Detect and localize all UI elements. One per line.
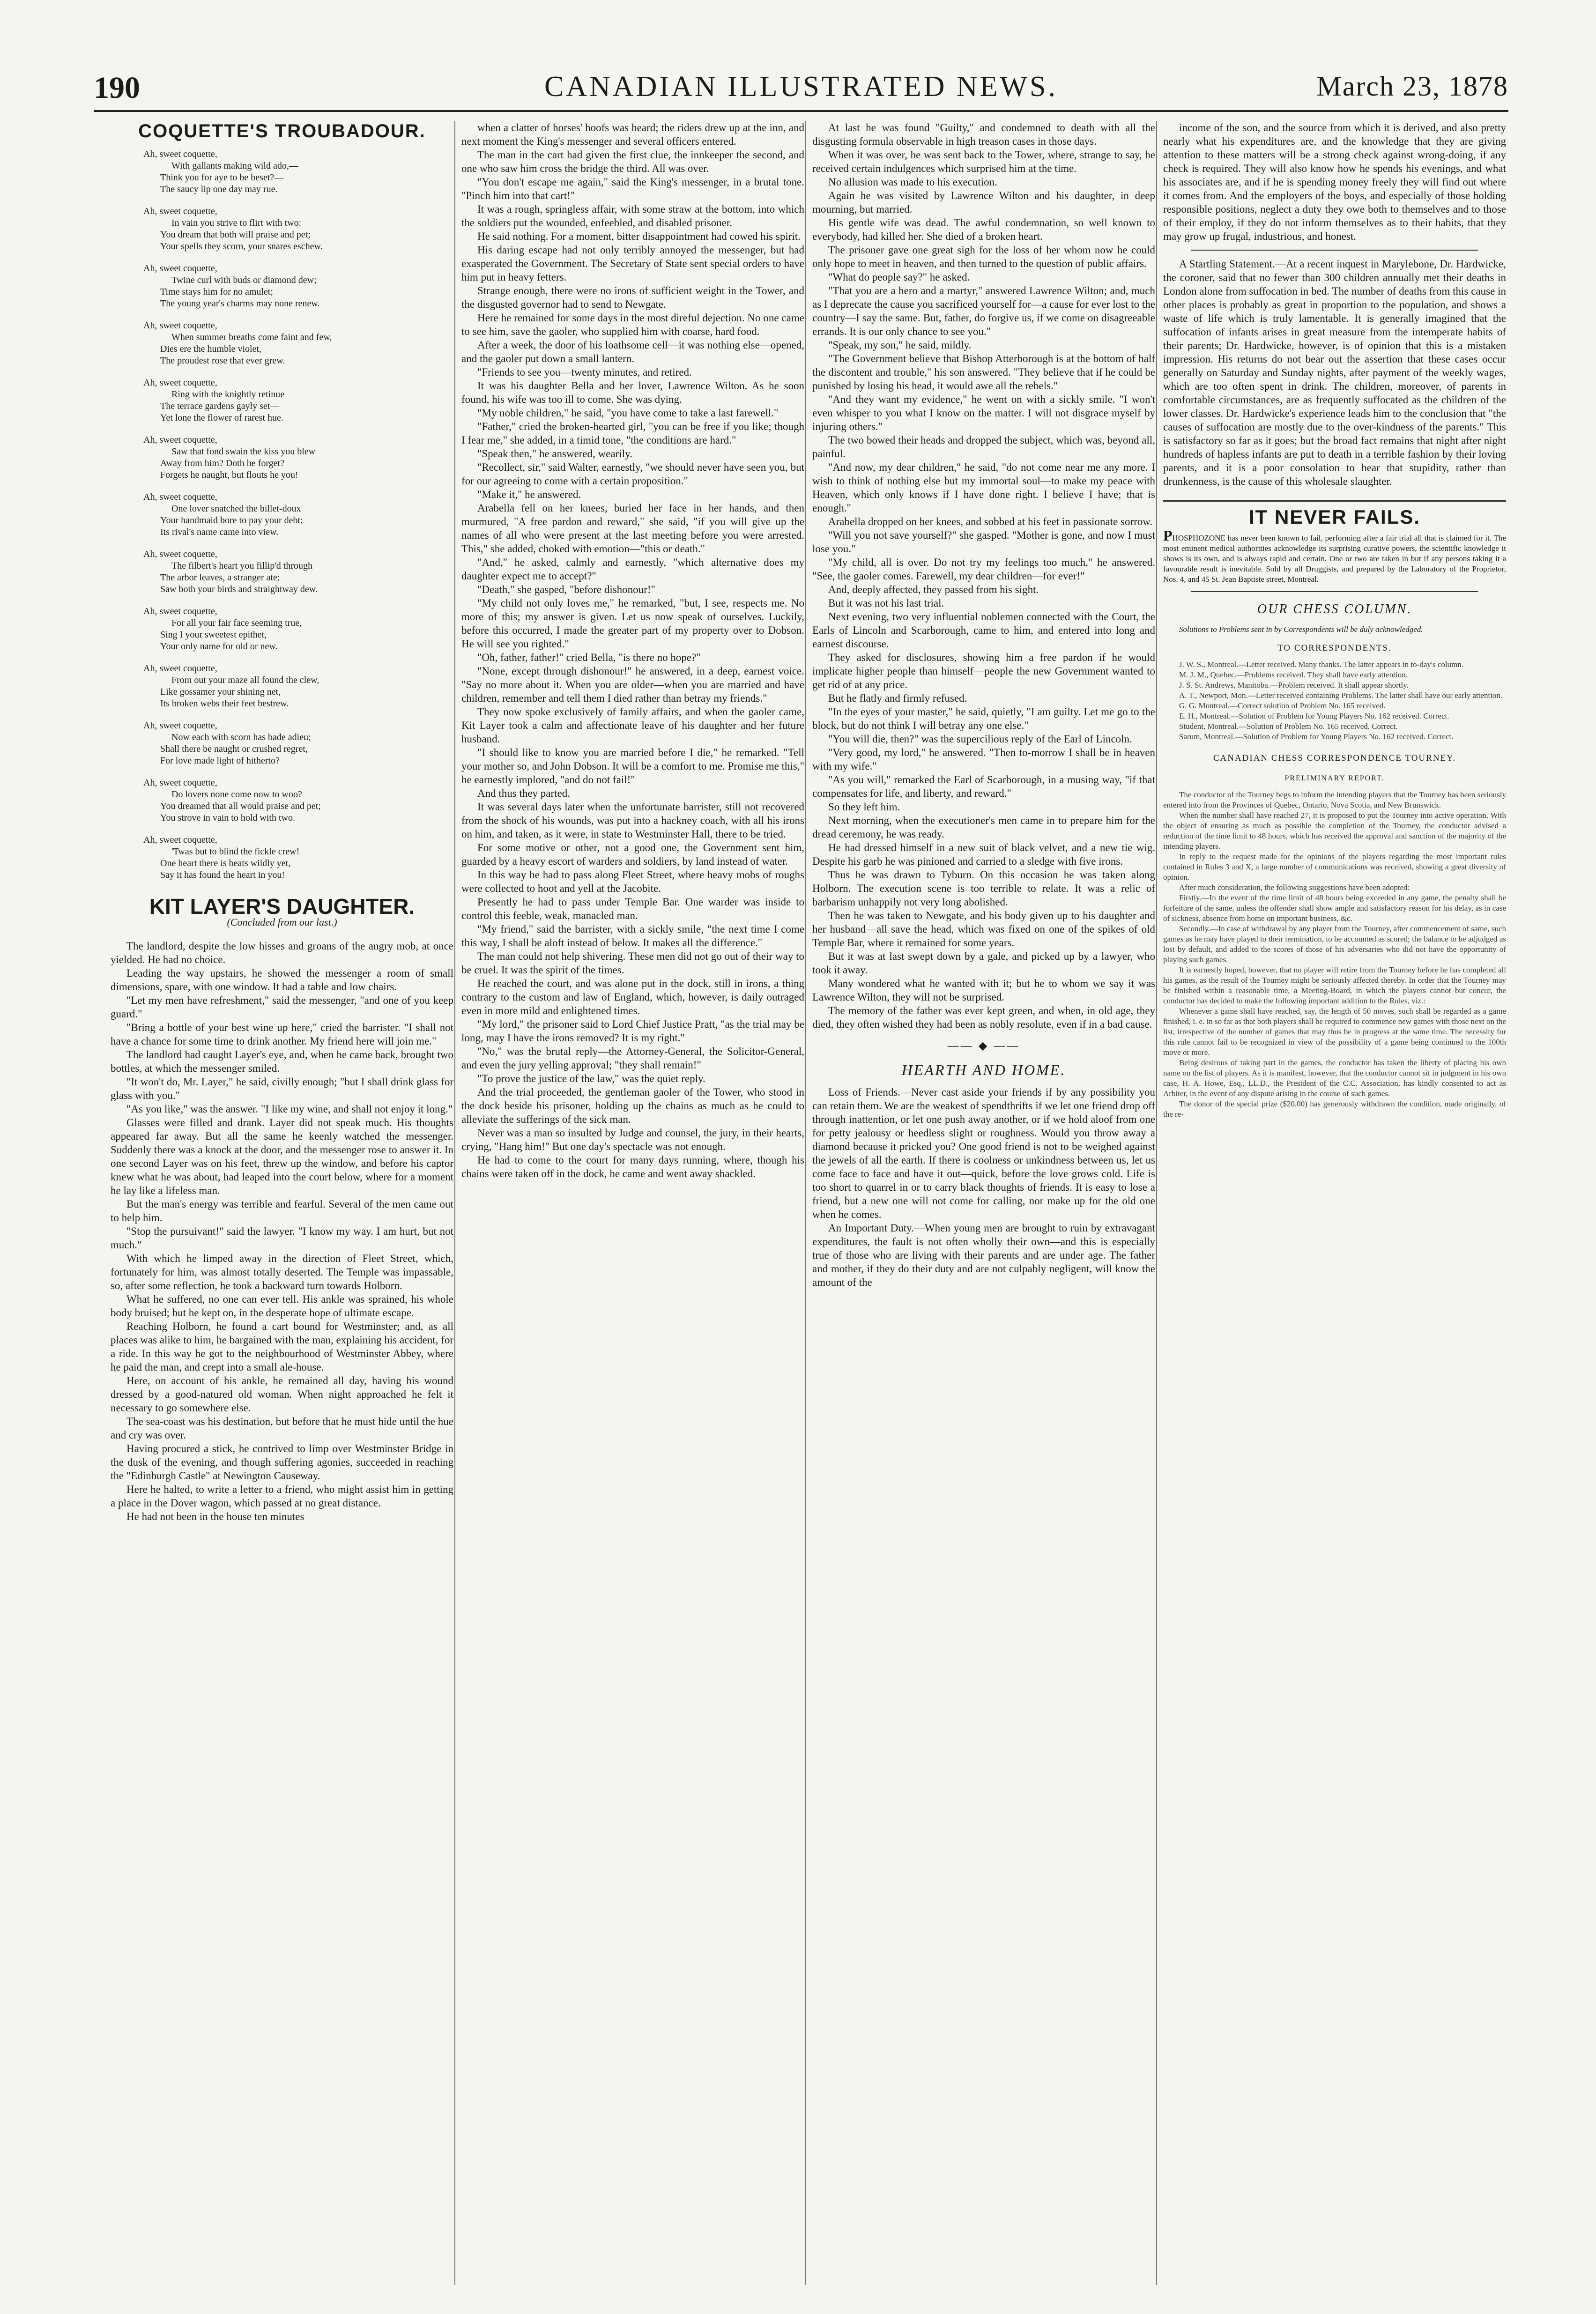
story-paragraph: "You don't escape me again," said the King's messenger, in a brutal tone. "Pinch him into that cart!" xyxy=(461,176,804,201)
story-paragraph: The man could not help shivering. These men did not go out of their way to be cruel. It was the spirit of the times. xyxy=(461,950,804,976)
story-paragraph: Arabella fell on her knees, buried her face in her hands, and then murmured, "A free pardon and reward," she said, "if you will give up the names of all who were present at the last meeting before you were arrested. This," she added, choked with emotion—"this or death." xyxy=(461,502,804,555)
story-paragraph: He had not been in the house ten minutes xyxy=(126,1511,304,1522)
section-rule xyxy=(1191,250,1478,251)
story-paragraph: His gentle wife was dead. The awful condemnation, so well known to everybody, had killed her. She died of a broken heart. xyxy=(812,217,1155,242)
column-rule xyxy=(1156,121,1157,2285)
tourney-paragraph: The conductor of the Tourney begs to inform the intending players that the Tourney has been seriously entered into from the Provinces of Quebec, Ontario, Nova Scotia, and New Brunswick. xyxy=(1163,790,1506,809)
poem-line: You dream that both will praise and pet; xyxy=(160,230,311,240)
story-paragraph: No allusion was made to his execution. xyxy=(828,176,997,188)
poem-line: Do lovers none come now to woo? xyxy=(171,789,302,800)
column-rule xyxy=(454,121,455,2285)
poem-line: When summer breaths come faint and few, xyxy=(171,332,332,342)
story-paragraph: It was his daughter Bella and her lover, Lawrence Wilton. As he soon found, his wife was too ill to come. She was dying. xyxy=(461,380,804,405)
poem-body xyxy=(111,148,453,881)
advert-title: IT NEVER FAILS. xyxy=(1163,500,1506,524)
story-paragraph: "To prove the justice of the law," was the quiet reply. xyxy=(477,1073,705,1084)
drop-cap: P xyxy=(1163,527,1173,544)
correspondents-heading: TO CORRESPONDENTS. xyxy=(1277,643,1392,653)
correspondent-entry: M. J. M., Quebec.—Problems received. They shall have early attention. xyxy=(1179,670,1408,679)
story-paragraph: "Recollect, sir," said Walter, earnestly, "we should never have seen you, but for our agreeing to come with a certain proposition." xyxy=(461,461,804,487)
story-paragraph: The memory of the father was ever kept green, and when, in old age, they died, they often wished they had been as nobly resolute, even if in a bad cause. xyxy=(812,1005,1155,1030)
tourney-heading: CANADIAN CHESS CORRESPONDENCE TOURNEY. xyxy=(1213,753,1456,763)
story-paragraph: He reached the court, and was alone put in the dock, still in irons, a thing contrary to the custom and law of England, which, however, is daily outraged even in more mild and enlightened times. xyxy=(461,978,804,1016)
tourney-paragraph: The donor of the special prize ($20.00) has generously withdrawn the condition, made originally, of the re- xyxy=(1163,1099,1506,1119)
column-4 xyxy=(1163,121,1506,2294)
poem-line: Yet lone the flower of rarest hue. xyxy=(160,413,283,423)
tourney-paragraph: Whenever a game shall have reached, say, the length of 50 moves, such shall be regarded as a game finished, i. e. in so far as that both players shall be required to commence new games with those next on the list, irrespective of the number of games that may thus be in progress at the same time. The necessity for this rule cannot fail to be recognized in view of the possibility of a game being continued to the 100th move or more. xyxy=(1163,1007,1506,1057)
story-paragraph: And the trial proceeded, the gentleman gaoler of the Tower, who stood in the dock beside his prisoner, holding up the chains as much as he could to alleviate the sufferings of the sick man. xyxy=(461,1086,804,1125)
story-paragraph: "Very good, my lord," he answered. "Then to-morrow I shall be in heaven with my wife." xyxy=(812,747,1155,772)
poem-title: COQUETTE'S TROUBADOUR. xyxy=(138,121,426,141)
tourney-paragraph: In reply to the request made for the opinions of the players regarding the most important rules contained in Rules 3 and X, a large number of communications was received, showing a great diversity of opinion. xyxy=(1163,852,1506,882)
story-paragraph: Leading the way upstairs, he showed the messenger a room of small dimensions, spare, with one window. It had a table and low chairs. xyxy=(111,967,453,993)
story-part-1 xyxy=(111,939,453,1523)
poem-line: You strove in vain to hold with two. xyxy=(160,813,295,823)
poem-line: Ah, sweet coquette, xyxy=(143,263,217,274)
story-paragraph: "And they want my evidence," he went on with a sickly smile. "I won't even whisper to you what I know on the matter. I will not disgrace myself by injuring others." xyxy=(812,393,1155,432)
story-paragraph: Here he remained for some days in the most direful dejection. No one came to see him, save the gaoler, who supplied him with coarse, hard food. xyxy=(461,312,804,337)
tourney-paragraph: It is earnestly hoped, however, that no player will retire from the Tourney before he has completed all his games, as the result of the Tourney might be seriously affected thereby. In order that the Tourney may be finished within a reasonable time, a Meeting-Board, in which the players cannot but concur, the conductor has decided to make the following important addition to the Rules, viz.: xyxy=(1163,965,1506,1005)
correspondent-entry: Sarum, Montreal.—Solution of Problem for Young Players No. 162 received. Correct. xyxy=(1179,732,1454,741)
correspondent-entry: J. W. S., Montreal.—Letter received. Many thanks. The latter appears in to-day's column. xyxy=(1179,660,1464,669)
story-paragraph: Presently he had to pass under Temple Bar. One warder was inside to control this feeble, weak, manacled man. xyxy=(461,896,804,921)
poem-stanza xyxy=(143,777,453,824)
story-paragraph: In this way he had to pass along Fleet Street, where heavy mobs of roughs were collected to hoot and yell at the Jacobite. xyxy=(461,869,804,894)
story-paragraph: "My child, all is over. Do not try my feelings too much," he answered. "See, the gaoler comes. Farewell, my dear children—for ever!" xyxy=(812,556,1155,582)
story-paragraph: "Stop the pursuivant!" said the lawyer. "I know my way. I am hurt, but not much." xyxy=(111,1225,453,1251)
tourney-paragraph: Being desirous of taking part in the games, the conductor has taken the liberty of placing his own name on the list of players. As it is manifest, however, that the conductor cannot sit in judgment in his own case, H. A. Howe, Esq., LL.D., the President of the C.C. Association, has kindly consented to act as Arbiter, in the event of any dispute arising in the course of such games. xyxy=(1163,1058,1506,1098)
story-paragraph: The landlord had caught Layer's eye, and, when he came back, brought two bottles, at which the messenger smiled. xyxy=(111,1049,453,1074)
correspondent-entry: Student, Montreal.—Solution of Problem No. 165 received. Correct. xyxy=(1179,722,1398,731)
story-paragraph: "Father," cried the broken-hearted girl, "you can be free if you like; though I fear me," she added, in a timid tone, "the conditions are hard." xyxy=(461,421,804,446)
story-paragraph: "Let my men have refreshment," said the messenger, "and one of you keep guard." xyxy=(111,994,453,1020)
story-paragraph: Arabella dropped on her knees, and sobbed at his feet in passionate sorrow. xyxy=(828,516,1153,527)
poem-stanza xyxy=(143,720,453,767)
story-paragraph: The sea-coast was his destination, but before that he must hide until the hue and cry was over. xyxy=(111,1416,453,1441)
story-paragraph: They now spoke exclusively of family affairs, and when the gaoler came, Kit Layer took a calm and affectionate leave of his daughter and her future husband. xyxy=(461,706,804,745)
poem-line: Ah, sweet coquette, xyxy=(143,320,217,331)
poem-line: Ah, sweet coquette, xyxy=(143,835,217,845)
story-part-3 xyxy=(812,121,1155,1031)
story-paragraph: But it was not his last trial. xyxy=(828,597,944,609)
poem-line: From out your maze all found the clew, xyxy=(171,675,319,685)
poem-stanza xyxy=(143,320,453,367)
story-paragraph: Then he was taken to Newgate, and his body given up to his daughter and her husband—all save the head, which was fixed on one of the spikes of old Temple Bar, where it remained for some years. xyxy=(812,910,1155,949)
correspondent-entry: G. G. Montreal.—Correct solution of Problem No. 165 received. xyxy=(1179,701,1386,710)
hearth-paragraph: An Important Duty.—When young men are brought to ruin by extravagant expenditures, the fault is not often wholly their own—and this is especially true of those who are living with their parents and are under age. The father and mother, if they do their duty and are not culpably negligent, will know the amount of the xyxy=(812,1222,1155,1288)
story-paragraph: "As you will," remarked the Earl of Scarborough, in a musing way, "if that compensates for life, and liberty, and reward." xyxy=(812,774,1155,799)
story-paragraph: His daring escape had not only terribly annoyed the messenger, but had exasperated the Government. The Secretary of State sent special orders to have him put in heavy fetters. xyxy=(461,244,804,283)
correspondent-entry: E. H., Montreal.—Solution of Problem for Young Players No. 162 received. Correct. xyxy=(1179,712,1449,720)
poem-line: Its broken webs their feet bestrew. xyxy=(160,698,289,709)
story-paragraph: The two bowed their heads and dropped the subject, which was, beyond all, painful. xyxy=(812,434,1155,460)
story-paragraph: It was a rough, springless affair, with some straw at the bottom, into which the soldiers put the wounded, enfeebled, and disabled prisoner. xyxy=(461,203,804,229)
ornament-divider: —— ◆ —— xyxy=(947,1040,1020,1052)
story-paragraph: He had to come to the court for many days running, where, though his chains were taken off in the dock, he came and went away shackled. xyxy=(461,1154,804,1179)
poem-line: Ah, sweet coquette, xyxy=(143,206,217,216)
story-paragraph: But it was at last swept down by a gale, and picked up by a lawyer, who took it away. xyxy=(812,950,1155,976)
masthead-rule xyxy=(94,110,1508,112)
poem-line: The terrace gardens gayly set— xyxy=(160,401,280,411)
story-paragraph: But the man's energy was terrible and fearful. Several of the men came out to help him. xyxy=(111,1198,453,1224)
story-paragraph: "My child not only loves me," he remarked, "but, I see, respects me. No more of this; my answer is given. Let us now speak of ourselves. Luckily, before this occurred, I made the greater part of my property over to Dobson. He will see you righted." xyxy=(461,597,804,650)
tourney-paragraph: After much consideration, the following suggestions have been adopted: xyxy=(1179,883,1410,892)
story-paragraph: "No," was the brutal reply—the Attorney-General, the Solicitor-General, and even the jury yelling approval; "they shall remain!" xyxy=(461,1046,804,1071)
startling-statement xyxy=(1163,257,1506,488)
poem-line: Your handmaid bore to pay your debt; xyxy=(160,515,303,526)
story-paragraph: After a week, the door of his loathsome cell—it was nothing else—opened, and the gaoler put down a small lantern. xyxy=(461,339,804,364)
tourney-subheading: PRELIMINARY REPORT. xyxy=(1284,774,1385,782)
story-paragraph: Next morning, when the executioner's men came in to prepare him for the dread ceremony, he was ready. xyxy=(812,815,1155,840)
column-2 xyxy=(461,121,804,2294)
poem-line: Its rival's name came into view. xyxy=(160,527,279,537)
story-paragraph: "That you are a hero and a martyr," answered Lawrence Wilton; and, much as I deprecate the cause you sacrificed yourself for—a cause for ever lost to the country—I say the same. But, father, do forgive us, if we come on disagreeable errands. It is our only chance to see you." xyxy=(812,285,1155,337)
poem-stanza xyxy=(143,263,453,310)
section-rule xyxy=(1191,591,1478,592)
story-paragraph: With which he limped away in the direction of Fleet Street, which, fortunately for him, was almost totally deserted. The Temple was impassable, so, after some reflection, he took a backward turn towards Holborn. xyxy=(111,1253,453,1291)
story-paragraph: "It won't do, Mr. Layer," he said, civilly enough; "but I shall drink glass for glass with you." xyxy=(111,1076,453,1101)
poem-line: Ah, sweet coquette, xyxy=(143,492,217,502)
poem-line: Forgets he naught, but flouts he you! xyxy=(160,470,298,480)
story-paragraph: Reaching Holborn, he found a cart bound for Westminster; and, as all places was alike to him, he bargained with the man, explaining his accident, for a ride. In this way he got to the neighbourhood of Westminster Abbey, where he paid the man, and crept into a small ale-house. xyxy=(111,1320,453,1373)
story-paragraph: "As you like," was the answer. "I like my wine, and shall not enjoy it long." xyxy=(126,1103,453,1115)
story-paragraph: What he suffered, no one can ever tell. His ankle was sprained, his whole body bruised; but he kept on, in the desperate hope of ultimate escape. xyxy=(111,1293,453,1319)
story-paragraph: The man in the cart had given the first clue, the innkeeper the second, and one who saw him cross the bridge the third. All was over. xyxy=(461,149,804,174)
poem-line: Ah, sweet coquette, xyxy=(143,720,217,731)
story-paragraph: "I should like to know you are married before I die," he remarked. "Tell your mother so, and John Dobson. It will be a comfort to me. Promise me this," he earnestly implored, "and do not fail!" xyxy=(461,747,804,786)
story-paragraph: Thus he was drawn to Tyburn. On this occasion he was taken along Holborn. The execution scene is too terrible to relate. It was a relic of barbarism unhappily not very long abolished. xyxy=(812,869,1155,908)
newspaper-title: CANADIAN ILLUSTRATED NEWS. xyxy=(544,71,1058,103)
story-paragraph: "None, except through dishonour!" he answered, in a deep, earnest voice. "Say no more about it. When you are older—when you are married and have children, remember and tell them I died rather than betray my friends." xyxy=(461,665,804,704)
story-paragraph: "My lord," the prisoner said to Lord Chief Justice Pratt, "as the trial may be long, may I have the irons removed? It is my right." xyxy=(461,1018,804,1044)
column-3 xyxy=(812,121,1155,2294)
hearth-paragraph: Loss of Friends.—Never cast aside your friends if by any possibility you can retain them. We are the weakest of spendthrifts if we let one friend drop off through inattention, or let one push away another, or if we hold aloof from one for petty jealousy or heedless slight or roughness. Would you throw away a diamond because it pricked you? One good friend is not to be weighed against the jewels of all the earth. If there is coolness or unkindness between us, let us come face to face and have it out—quick, before the love grows cold. Life is too short to quarrel in or to carry black thoughts of friends. It is easy to lose a friend, but a new one will not come for calling, nor make up for the old one when he comes. xyxy=(812,1086,1155,1220)
story-subtitle: (Concluded from our last.) xyxy=(227,916,337,928)
hearth-body xyxy=(812,1085,1155,1289)
story-paragraph: "Bring a bottle of your best wine up here," cried the barrister. "I shall not have a chance for some time to drink another. My friend here will join me." xyxy=(111,1022,453,1047)
poem-line: Your only name for old or new. xyxy=(160,641,278,652)
poem-line: Think you for aye to be beset?— xyxy=(160,172,284,183)
poem-line: Ah, sweet coquette, xyxy=(143,549,217,559)
poem-stanza xyxy=(143,377,453,424)
poem-line: Ah, sweet coquette, xyxy=(143,606,217,616)
story-paragraph: At last he was found "Guilty," and condemned to death with all the disgusting formula observable in high treason cases in those days. xyxy=(812,122,1155,147)
poem-line: Like gossamer your shining net, xyxy=(160,687,281,697)
column-rule xyxy=(805,121,806,2285)
story-paragraph: And, deeply affected, they passed from his sight. xyxy=(828,584,1039,595)
story-paragraph: "My friend," said the barrister, with a sickly smile, "the next time I come this way, I shall be aloft instead of below. It makes all the difference." xyxy=(461,923,804,949)
story-paragraph: "My noble children," he said, "you have come to take a last farewell." xyxy=(477,407,779,419)
poem-stanza xyxy=(143,663,453,710)
news-paragraph: A Startling Statement.—At a recent inquest in Marylebone, Dr. Hardwicke, the coroner, said that no fewer than 300 children annually met their deaths in London alone from suffocation in bed. The number of deaths from this cause in other places is probably as great in proportion to the population, and shows a waste of life which is truly lamentable. It is generally imagined that the suffocation of infants arises in great measure from the intemperate habits of their parents; Dr. Hardwicke, however, is of opinion that this is a mistaken impression. His returns do not bear out the assertion that these cases occur generally on Saturday and Sunday nights, after payment of the weekly wages, which are too often spent in drink. The children, moreover, of parents in comfortable circumstances, are as frequently suffocated as the children of the lower classes. Dr. Hardwicke's experience leads him to the conclusion that "the causes of suffocation are mostly due to the over-kindness of the parents." This is satisfactory so far as it goes; but the broad fact remains that night after night hundreds of hapless infants are put to death in a terrible fashion by their loving parents, and it is a poor consolation to hear that stupidity, rather than drunkenness, is the cause of this wholesale slaughter. xyxy=(1163,258,1506,487)
poem-line: With gallants making wild ado,— xyxy=(171,161,298,171)
correspondent-entry: J. S. St. Andrews, Manitoba.—Problem received. It shall appear shortly. xyxy=(1179,681,1409,690)
story-paragraph: Strange enough, there were no irons of sufficient weight in the Tower, and the disgusted governor had to send to Newgate. xyxy=(461,285,804,310)
story-paragraph: But he flatly and firmly refused. xyxy=(828,692,967,704)
poem-line: Saw that fond swain the kiss you blew xyxy=(171,446,316,457)
story-paragraph: "Oh, father, father!" cried Bella, "is there no hope?" xyxy=(477,652,701,663)
poem-line: Your spells they scorn, your snares eschew. xyxy=(160,241,323,252)
story-paragraph: "And," he asked, calmly and earnestly, "which alternative does my daughter expect me to accept?" xyxy=(461,556,804,582)
story-paragraph: Many wondered what he wanted with it; but he to whom we say it was Lawrence Wilton, they will not be surprised. xyxy=(812,978,1155,1003)
story-paragraph: "Make it," he answered. xyxy=(477,489,581,500)
poem-line: For all your fair face seeming true, xyxy=(171,618,302,628)
tourney-paragraph: Firstly.—In the event of the time limit of 48 hours being exceeded in any game, the penalty shall be forfeiture of the same, unless the offender shall show ample and satisfactory reason for his delay, as in case of sickness, absence from home on important business, &c. xyxy=(1163,893,1506,923)
poem-line: You dreamed that all would praise and pet; xyxy=(160,801,321,811)
poem-stanza xyxy=(143,549,453,595)
poem-line: Ah, sweet coquette, xyxy=(143,663,217,674)
poem-line: In vain you strive to flirt with two: xyxy=(171,218,302,228)
story-paragraph: Never was a man so insulted by Judge and counsel, the jury, in their hearts, crying, "Hang him!" But one day's spectacle was not enough. xyxy=(461,1127,804,1152)
story-paragraph: Again he was visited by Lawrence Wilton and his daughter, in deep mourning, but married. xyxy=(812,190,1155,215)
poem-line: The saucy lip one day may rue. xyxy=(160,184,278,194)
poem-line: Shall there be naught or crushed regret, xyxy=(160,744,308,754)
poem-line: Ah, sweet coquette, xyxy=(143,435,217,445)
poem-line: One heart there is beats wildly yet, xyxy=(160,858,291,868)
poem-line: Saw both your birds and straightway dew. xyxy=(160,584,318,594)
poem-stanza xyxy=(143,491,453,538)
poem-stanza xyxy=(143,434,453,481)
story-paragraph: "Friends to see you—twenty minutes, and retired. xyxy=(477,366,692,378)
story-paragraph: The landlord, despite the low hisses and groans of the angry mob, at once yielded. He had no choice. xyxy=(111,940,453,965)
correspondents-list xyxy=(1163,660,1506,742)
hearth-title: HEARTH AND HOME. xyxy=(901,1061,1066,1078)
story-paragraph: When it was over, he was sent back to the Tower, where, strange to say, he received certain indulgences which surprised him at the time. xyxy=(812,149,1155,174)
story-paragraph: So they left him. xyxy=(828,801,900,813)
masthead xyxy=(94,70,1508,103)
story-paragraph: Here he halted, to write a letter to a friend, who might assist him in getting a place in the Dover wagon, which passed at no great distance. xyxy=(111,1483,453,1509)
tourney-report xyxy=(1163,790,1506,1120)
poem-stanza xyxy=(143,148,453,195)
poem-line: Ah, sweet coquette, xyxy=(143,149,217,159)
hearth-paragraph: income of the son, and the source from which it is derived, and also pretty nearly what his expenditures are, and the knowledge that they are giving attention to these matters will be a strong check against wrong-doing, if any check is required. They will also know how he spends his evenings, and what his associates are, and if he is spending money freely they will find out where it comes from. And the employers of the boys, and especially of those holding responsible positions, neglect a duty they owe both to themselves and to those of their employ, if they do not inform themselves as to their habits, that they may grow up frugal, industrious, and honest. xyxy=(1163,122,1506,242)
poem-line: 'Twas but to blind the fickle crew! xyxy=(171,846,300,857)
advert-text: HOSPHOZONE has never been known to fail, performing after a fair trial all that is claimed for it. The most eminent medical authorities acknowledge its surprising curative powers, the scientific knowledge it shows is its own, and is always rapid and certain. One or two are taken in but if any persons taking it a favourable result is inevitable. Sold by all Druggists, and prepared by the Laboratory of the Proprietor, Nos. 4, and 45 St. Jean Baptiste street, Montreal. xyxy=(1163,534,1506,584)
story-paragraph: And thus they parted. xyxy=(477,787,571,799)
poem-line: For love made light of hitherto? xyxy=(160,756,280,766)
poem-line: Ring with the knightly retinue xyxy=(171,389,285,400)
poem-line: The arbor leaves, a stranger ate; xyxy=(160,572,280,583)
story-paragraph: "And now, my dear children," he said, "do not come near me any more. I wish to think of nothing else but my immortal soul—to make my peace with Heaven, which only knows if I have done right. I believe I have; that is enough." xyxy=(812,461,1155,514)
poem-line: The proudest rose that ever grew. xyxy=(160,356,285,366)
column-1 xyxy=(111,121,453,2294)
story-paragraph: "Speak then," he answered, wearily. xyxy=(477,448,632,460)
story-paragraph: Glasses were filled and drank. Layer did not speak much. His thoughts appeared far away. But all the same he keenly watched the messenger. Suddenly there was a knock at the door, and the messenger rose to answer it. In one second Layer was on his feet, threw up the window, and before his captor knew what he was about, had leaped into the court below, where for a moment he lay like a lifeless man. xyxy=(111,1117,453,1196)
tourney-paragraph: When the number shall have reached 27, it is proposed to put the Tourney into active operation. With the object of ensuring as much as possible the completion of the Tourney, the conductor advised a reduction of the time limit to 48 hours, which has received the approval and sanction of the majority of the intending players. xyxy=(1163,811,1506,851)
story-title: KIT LAYER'S DAUGHTER. xyxy=(149,894,415,919)
hearth-continued xyxy=(1163,121,1506,243)
poem-line: Ah, sweet coquette, xyxy=(143,378,217,388)
tourney-paragraph: Secondly.—In case of withdrawal by any player from the Tourney, after commencement of same, such games as he may have played to their termination, to be accounted as scored; the balance to be adjudged as lost by default, and added to the scores of those of his adversaries who did not have the opportunity of playing such games. xyxy=(1163,924,1506,964)
story-paragraph: For some motive or other, not a good one, the Government sent him, guarded by a heavy escort of warders and soldiers, by land instead of water. xyxy=(461,842,804,867)
story-paragraph: "Death," she gasped, "before dishonour!" xyxy=(477,584,655,595)
story-paragraph: "What do people say?" he asked. xyxy=(828,271,970,283)
story-paragraph: "You will die, then?" was the supercilious reply of the Earl of Lincoln. xyxy=(828,733,1132,745)
advert-body xyxy=(1163,527,1506,585)
poem-line: Say it has found the heart in you! xyxy=(160,870,285,880)
correspondent-entry: A. T., Newport, Mon.—Letter received containing Problems. The latter shall have our early attention. xyxy=(1179,691,1503,700)
poem-line: Away from him? Doth he forget? xyxy=(160,458,284,468)
poem-line: Now each with scorn has bade adieu; xyxy=(171,732,311,742)
story-paragraph: Having procured a stick, he contrived to limp over Westminster Bridge in the dusk of the evening, and though suffering agonies, succeeded in reaching the "Edinburgh Castle" at Newington Causeway. xyxy=(111,1443,453,1482)
poem-stanza xyxy=(143,206,453,252)
story-paragraph: He said nothing. For a moment, bitter disappointment had cowed his spirit. xyxy=(477,230,801,242)
story-part-2 xyxy=(461,121,804,1180)
poem-line: Sing I your sweetest epithet, xyxy=(160,630,267,640)
story-paragraph: Next evening, two very influential noblemen connected with the Court, the Earls of Lincoln and Scarborough, came to him, and entered into long and earnest discourse. xyxy=(812,611,1155,650)
story-paragraph: "The Government believe that Bishop Atterborough is at the bottom of half the discontent and trouble," his son answered. "They believe that if he could be punished by losing his head, it would awe all the rebels." xyxy=(812,353,1155,392)
page-number: 190 xyxy=(94,71,140,105)
story-paragraph: He had dressed himself in a new suit of black velvet, and a new tie wig. Despite his garb he was pinioned and carried to a sledge with five irons. xyxy=(812,842,1155,867)
story-paragraph: "Will you not save yourself?" she gasped. "Mother is gone, and now I must lose you." xyxy=(812,529,1155,555)
poem-line: Dies ere the humble violet, xyxy=(160,344,262,354)
poem-line: One lover snatched the billet-doux xyxy=(171,504,301,514)
story-paragraph: They asked for disclosures, showing him a free pardon if he would implicate higher people than himself—people the new Government wanted to get rid of at any price. xyxy=(812,652,1155,690)
poem-line: The filbert's heart you fillip'd through xyxy=(171,561,313,571)
poem-line: Ah, sweet coquette, xyxy=(143,778,217,788)
poem-stanza xyxy=(143,606,453,653)
story-paragraph: Here, on account of his ankle, he remained all day, having his wound dressed by a good-natured old woman. When night approached he felt it necessary to go somewhere else. xyxy=(111,1375,453,1414)
chess-title: OUR CHESS COLUMN. xyxy=(1257,602,1412,616)
chess-note: Solutions to Problems sent in by Correspondents will be duly acknowledged. xyxy=(1179,625,1423,634)
story-paragraph: "In the eyes of your master," he said, quietly, "I am guilty. Let me go to the block, but do not think I will betray any one else." xyxy=(812,706,1155,731)
story-paragraph: "Speak, my son," he said, mildly. xyxy=(828,339,972,351)
story-paragraph: when a clatter of horses' hoofs was heard; the riders drew up at the inn, and next moment the King's messenger and several officers entered. xyxy=(461,122,804,147)
story-paragraph: It was several days later when the unfortunate barrister, still not recovered from the shock of his wounds, was put into a hackney coach, with all his irons on him, and taken, as it were, in state to Westminster Hall, there to be tried. xyxy=(461,801,804,840)
poem-line: The young year's charms may none renew. xyxy=(160,298,320,309)
story-paragraph: The prisoner gave one great sigh for the loss of her whom now he could only hope to meet in heaven, and then turned to the question of public affairs. xyxy=(812,244,1155,269)
poem-line: Time stays him for no amulet; xyxy=(160,287,273,297)
poem-line: Twine curl with buds or diamond dew; xyxy=(171,275,317,285)
issue-date: March 23, 1878 xyxy=(1316,71,1508,102)
poem-stanza xyxy=(143,834,453,881)
